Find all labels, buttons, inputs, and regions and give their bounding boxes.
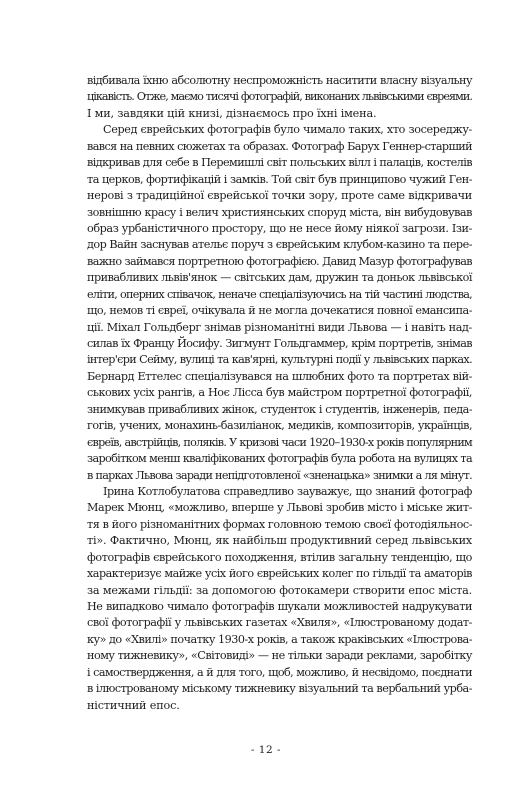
text-line: зовнішню красу і велич християнських споруд міста, він вибудовував	[87, 205, 472, 219]
text-line: за межами гільдії: за допомогою фотокамери створити епос міста.	[87, 583, 472, 597]
text-line: вався на певних сюжетах та образах. Фотограф Барух Геннер-старший	[87, 139, 472, 153]
text-line: заробітком менш кваліфікованих фотографів була робота на вулицях та	[87, 452, 472, 466]
text-line: євреїв, австрійців, поляків. У кризові часи 1920–1930-х років популярним	[87, 435, 472, 449]
text-line: фотографів єврейського походження, втілив загальну тенденцію, що	[87, 550, 472, 564]
page-number: - 12 -	[250, 744, 282, 756]
paragraph	[87, 122, 472, 484]
text-line: що, немов ті євреї, очікувала й не могла дочекатися повної емансипа-	[87, 304, 472, 318]
text-line: інтер'єри Сейму, вулиці та кав'ярні, культурні події у львівських парках.	[87, 353, 472, 367]
text-line: Марек Мюнц, «можливо, вперше у Львові зробив місто і міське жит-	[87, 501, 472, 515]
text-line: і самоствердження, а й для того, щоб, можливо, й несвідомо, поєднати	[87, 665, 472, 679]
text-line: Ірина Котлобулатова справедливо зауважує, що знаний фотограф	[103, 484, 472, 498]
text-line: в парках Львова заради непідготовленої «зненацька» знимки а ля мінут.	[87, 468, 472, 482]
text-line: привабливих львів'янок — світських дам, дружин та доньок львівської	[87, 271, 472, 285]
text-line: І ми, завдяки цій книзі, дізнаємось про їхні імена.	[87, 106, 377, 120]
text-line: ку» до «Хвилі» початку 1930-х років, а також краківських «Ілюстрова-	[87, 632, 472, 646]
text-line: ному тижневику», «Світовиді» — не тільки заради реклами, заробітку	[87, 649, 472, 663]
text-line: ції. Міхал Гольдберг знімав різноманітні види Львова — і навіть над-	[87, 320, 472, 334]
text-line: Бернард Еттелес спеціалізувався на шлюбних фото та портретах вій-	[87, 369, 472, 383]
text-line: еліти, оперних співачок, неначе спеціалізуючись на тій частині людства,	[87, 287, 472, 301]
text-line: ністичний епос.	[87, 698, 180, 712]
text-line: гогів, учених, монахинь-базиліанок, медиків, композиторів, українців,	[87, 419, 472, 433]
text-line: відбивала їхню абсолютну неспроможність наситити власну візуальну	[87, 74, 472, 87]
text-line: тя в його різноманітних формах головною темою своєї фотодіяльнос-	[87, 517, 473, 531]
text-line: Не випадково чимало фотографів шукали можливостей надрукувати	[87, 600, 472, 613]
text-line: ті». Фактично, Мюнц, як найбільш продуктивний серед львівських	[87, 534, 472, 548]
body-text	[87, 73, 472, 714]
text-line: в ілюстрованому міському тижневику візуальний та вербальний урба-	[87, 682, 472, 696]
text-line: свої фотографії у львівських газетах «Хвиля», «Ілюстрованому додат-	[87, 616, 472, 630]
paragraph	[87, 73, 472, 122]
text-line: цікавість. Отже, маємо тисячі фотографій, виконаних львівськими євреями.	[87, 90, 472, 104]
text-line: образ урбаністичного простору, що не несе йому ніякої загрози. Ізи-	[87, 221, 472, 235]
text-line: відкривав для себе в Перемишлі світ польських вілл і палаців, костелів	[87, 156, 472, 170]
text-line: Серед єврейських фотографів було чимало таких, хто зосереджу-	[103, 123, 472, 137]
paragraph	[87, 484, 472, 714]
text-line: важно займався портретною фотографією. Давид Мазур фотографував	[87, 254, 472, 268]
text-line: знимкував привабливих жінок, студенток і студентів, інженерів, педа-	[87, 402, 472, 416]
text-line: ськових усіх рангів, а Ноє Лісса був майстром портретної фотографії,	[87, 386, 472, 400]
text-line: нерові з традиційної єврейської точки зору, проте саме відкривачи	[87, 189, 472, 203]
text-line: силав їх Францу Йосифу. Зигмунт Гольдгаммер, крім портретів, знімав	[87, 337, 472, 350]
text-line: характеризує майже усіх його єврейських колег по гільдії та аматорів	[87, 567, 472, 581]
text-line: та церков, фортифікацій і замків. Той світ був принципово чужий Ген-	[87, 172, 472, 186]
text-line: дор Вайн заснував ательє поруч з єврейським клубом-казино та пере-	[87, 238, 472, 252]
